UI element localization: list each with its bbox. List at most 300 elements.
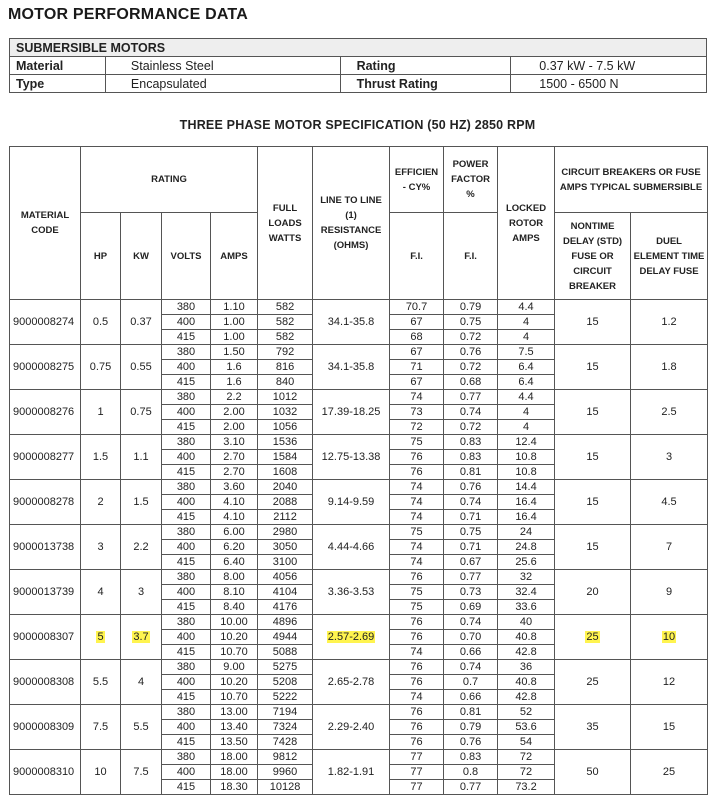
amps-cell: 1.50 (211, 345, 258, 360)
efficiency-cell: 74 (390, 645, 444, 660)
volts-cell: 380 (162, 570, 211, 585)
power-factor-cell: 0.81 (444, 705, 498, 720)
volts-cell: 400 (162, 450, 211, 465)
rating-label: Rating (340, 57, 511, 75)
amps-cell: 13.40 (211, 720, 258, 735)
amps-cell: 13.50 (211, 735, 258, 750)
hp-cell: 2 (81, 480, 121, 525)
volts-cell: 380 (162, 750, 211, 765)
volts-cell: 415 (162, 465, 211, 480)
hp-cell: 7.5 (81, 705, 121, 750)
resistance-cell: 1.82-1.91 (313, 750, 390, 795)
duel-element-cell: 9 (631, 570, 708, 615)
amps-cell: 2.2 (211, 390, 258, 405)
amps-cell: 3.60 (211, 480, 258, 495)
summary-table (9, 38, 707, 93)
efficiency-cell: 75 (390, 435, 444, 450)
efficiency-cell: 72 (390, 420, 444, 435)
efficiency-cell: 75 (390, 585, 444, 600)
power-factor-cell: 0.72 (444, 360, 498, 375)
duel-element-cell (631, 615, 708, 660)
volts-cell: 415 (162, 690, 211, 705)
volts-cell: 415 (162, 645, 211, 660)
watts-cell: 5088 (258, 645, 313, 660)
material-value: Stainless Steel (105, 57, 340, 75)
hp-cell: 0.5 (81, 300, 121, 345)
amps-cell: 10.70 (211, 690, 258, 705)
duel-element-cell: 3 (631, 435, 708, 480)
efficiency-cell: 74 (390, 495, 444, 510)
efficiency-cell: 76 (390, 615, 444, 630)
amps-cell: 2.00 (211, 420, 258, 435)
header-fl-efficiency: F.I. (390, 213, 444, 300)
hp-cell-highlight: 5 (97, 630, 104, 643)
header-rating: RATING (81, 147, 258, 213)
locked-rotor-cell: 52 (498, 705, 555, 720)
amps-cell: 9.00 (211, 660, 258, 675)
hp-cell: 10 (81, 750, 121, 795)
watts-cell: 7324 (258, 720, 313, 735)
efficiency-cell: 71 (390, 360, 444, 375)
locked-rotor-cell: 32.4 (498, 585, 555, 600)
power-factor-cell: 0.74 (444, 495, 498, 510)
volts-cell: 380 (162, 480, 211, 495)
watts-cell: 1536 (258, 435, 313, 450)
locked-rotor-cell: 4.4 (498, 390, 555, 405)
power-factor-cell: 0.72 (444, 330, 498, 345)
locked-rotor-cell: 10.8 (498, 450, 555, 465)
material-code-cell: 9000008277 (10, 435, 81, 480)
efficiency-cell: 75 (390, 600, 444, 615)
power-factor-cell: 0.73 (444, 585, 498, 600)
volts-cell: 415 (162, 780, 211, 795)
amps-cell: 2.70 (211, 450, 258, 465)
power-factor-cell: 0.79 (444, 720, 498, 735)
amps-cell: 10.70 (211, 645, 258, 660)
volts-cell: 380 (162, 390, 211, 405)
kw-cell: 7.5 (121, 750, 162, 795)
resistance-cell: 2.29-2.40 (313, 705, 390, 750)
locked-rotor-cell: 6.4 (498, 360, 555, 375)
amps-cell: 8.00 (211, 570, 258, 585)
nontime-cell: 25 (555, 660, 631, 705)
amps-cell: 2.00 (211, 405, 258, 420)
header-volts: VOLTS (162, 213, 211, 300)
amps-cell: 10.20 (211, 630, 258, 645)
locked-rotor-cell: 40 (498, 615, 555, 630)
material-code-cell: 9000008275 (10, 345, 81, 390)
header-material-code: MATERIAL CODE (10, 147, 81, 300)
spec-title: THREE PHASE MOTOR SPECIFICATION (50 HZ) 2850 RPM (179, 118, 536, 132)
volts-cell: 380 (162, 705, 211, 720)
efficiency-cell: 76 (390, 720, 444, 735)
kw-cell: 3 (121, 570, 162, 615)
thrust-value: 1500 - 6500 N (511, 75, 707, 93)
header-efficiency: EFFICIEN - CY% (390, 147, 444, 213)
efficiency-cell: 76 (390, 675, 444, 690)
table-row (10, 705, 708, 720)
header-fl-power-factor: F.I. (444, 213, 498, 300)
material-label: Material (10, 57, 106, 75)
table-row (10, 345, 708, 360)
power-factor-cell: 0.77 (444, 390, 498, 405)
locked-rotor-cell: 72 (498, 750, 555, 765)
volts-cell: 415 (162, 420, 211, 435)
material-code-cell: 9000008309 (10, 705, 81, 750)
table-row (10, 480, 708, 495)
watts-cell: 7194 (258, 705, 313, 720)
watts-cell: 4056 (258, 570, 313, 585)
efficiency-cell: 70.7 (390, 300, 444, 315)
power-factor-cell: 0.69 (444, 600, 498, 615)
duel-element-cell: 1.2 (631, 300, 708, 345)
efficiency-cell: 68 (390, 330, 444, 345)
watts-cell: 1584 (258, 450, 313, 465)
resistance-cell: 3.36-3.53 (313, 570, 390, 615)
volts-cell: 380 (162, 345, 211, 360)
locked-rotor-cell: 42.8 (498, 645, 555, 660)
locked-rotor-cell: 24.8 (498, 540, 555, 555)
table-row (10, 525, 708, 540)
resistance-cell: 17.39-18.25 (313, 390, 390, 435)
watts-cell: 3050 (258, 540, 313, 555)
efficiency-cell: 74 (390, 510, 444, 525)
watts-cell: 2040 (258, 480, 313, 495)
material-code-cell: 9000008310 (10, 750, 81, 795)
efficiency-cell: 67 (390, 345, 444, 360)
resistance-cell: 12.75-13.38 (313, 435, 390, 480)
hp-cell: 4 (81, 570, 121, 615)
table-row (10, 435, 708, 450)
header-resistance: LINE TO LINE (1) RESISTANCE (OHMS) (313, 147, 390, 300)
locked-rotor-cell: 53.6 (498, 720, 555, 735)
watts-cell: 4896 (258, 615, 313, 630)
kw-cell: 1.5 (121, 480, 162, 525)
kw-cell: 1.1 (121, 435, 162, 480)
rating-value: 0.37 kW - 7.5 kW (511, 57, 707, 75)
power-factor-cell: 0.76 (444, 735, 498, 750)
nontime-cell-highlight: 25 (586, 630, 599, 643)
hp-cell: 0.75 (81, 345, 121, 390)
locked-rotor-cell: 73.2 (498, 780, 555, 795)
table-row (10, 750, 708, 765)
amps-cell: 8.40 (211, 600, 258, 615)
locked-rotor-cell: 4 (498, 420, 555, 435)
duel-element-cell-highlight: 10 (662, 630, 676, 643)
efficiency-cell: 75 (390, 525, 444, 540)
volts-cell: 400 (162, 495, 211, 510)
amps-cell: 10.00 (211, 615, 258, 630)
amps-cell: 1.6 (211, 360, 258, 375)
volts-cell: 415 (162, 735, 211, 750)
watts-cell: 582 (258, 300, 313, 315)
duel-element-cell: 2.5 (631, 390, 708, 435)
efficiency-cell: 76 (390, 465, 444, 480)
locked-rotor-cell: 24 (498, 525, 555, 540)
page-title: MOTOR PERFORMANCE DATA (8, 6, 248, 23)
watts-cell: 1032 (258, 405, 313, 420)
watts-cell: 1056 (258, 420, 313, 435)
power-factor-cell: 0.74 (444, 660, 498, 675)
spec-table (9, 146, 708, 795)
watts-cell: 9960 (258, 765, 313, 780)
efficiency-cell: 74 (390, 540, 444, 555)
volts-cell: 415 (162, 555, 211, 570)
kw-cell-highlight: 3.7 (133, 630, 149, 643)
volts-cell: 380 (162, 615, 211, 630)
volts-cell: 400 (162, 630, 211, 645)
volts-cell: 400 (162, 540, 211, 555)
efficiency-cell: 77 (390, 765, 444, 780)
volts-cell: 380 (162, 525, 211, 540)
resistance-cell-highlight: 2.57-2.69 (327, 630, 375, 643)
material-code-cell: 9000008278 (10, 480, 81, 525)
resistance-cell: 34.1-35.8 (313, 300, 390, 345)
amps-cell: 1.00 (211, 315, 258, 330)
watts-cell: 4176 (258, 600, 313, 615)
volts-cell: 415 (162, 330, 211, 345)
efficiency-cell: 74 (390, 690, 444, 705)
locked-rotor-cell: 4 (498, 330, 555, 345)
hp-cell: 3 (81, 525, 121, 570)
table-row (10, 300, 708, 315)
header-nontime: NONTIME DELAY (STD) FUSE OR CIRCUIT BREAKER (555, 213, 631, 300)
hp-cell: 1 (81, 390, 121, 435)
amps-cell: 6.20 (211, 540, 258, 555)
power-factor-cell: 0.72 (444, 420, 498, 435)
efficiency-cell: 67 (390, 375, 444, 390)
nontime-cell: 15 (555, 480, 631, 525)
locked-rotor-cell: 4 (498, 315, 555, 330)
power-factor-cell: 0.75 (444, 525, 498, 540)
watts-cell: 2088 (258, 495, 313, 510)
watts-cell: 7428 (258, 735, 313, 750)
locked-rotor-cell: 14.4 (498, 480, 555, 495)
hp-cell: 5.5 (81, 660, 121, 705)
amps-cell: 18.30 (211, 780, 258, 795)
kw-cell: 4 (121, 660, 162, 705)
amps-cell: 1.10 (211, 300, 258, 315)
amps-cell: 4.10 (211, 495, 258, 510)
power-factor-cell: 0.83 (444, 750, 498, 765)
table-row (10, 390, 708, 405)
duel-element-cell: 4.5 (631, 480, 708, 525)
amps-cell: 10.20 (211, 675, 258, 690)
power-factor-cell: 0.71 (444, 540, 498, 555)
amps-cell: 1.6 (211, 375, 258, 390)
amps-cell: 8.10 (211, 585, 258, 600)
volts-cell: 400 (162, 585, 211, 600)
kw-cell: 2.2 (121, 525, 162, 570)
locked-rotor-cell: 6.4 (498, 375, 555, 390)
material-code-cell: 9000008308 (10, 660, 81, 705)
watts-cell: 2112 (258, 510, 313, 525)
locked-rotor-cell: 4.4 (498, 300, 555, 315)
amps-cell: 18.00 (211, 750, 258, 765)
watts-cell: 4104 (258, 585, 313, 600)
nontime-cell: 15 (555, 435, 631, 480)
nontime-cell: 35 (555, 705, 631, 750)
locked-rotor-cell: 25.6 (498, 555, 555, 570)
amps-cell: 4.10 (211, 510, 258, 525)
efficiency-cell: 73 (390, 405, 444, 420)
duel-element-cell: 25 (631, 750, 708, 795)
kw-cell: 0.37 (121, 300, 162, 345)
power-factor-cell: 0.74 (444, 615, 498, 630)
power-factor-cell: 0.77 (444, 570, 498, 585)
power-factor-cell: 0.75 (444, 315, 498, 330)
locked-rotor-cell: 54 (498, 735, 555, 750)
hp-cell: 1.5 (81, 435, 121, 480)
locked-rotor-cell: 33.6 (498, 600, 555, 615)
table-row (10, 570, 708, 585)
watts-cell: 816 (258, 360, 313, 375)
resistance-cell: 4.44-4.66 (313, 525, 390, 570)
watts-cell: 5208 (258, 675, 313, 690)
nontime-cell: 20 (555, 570, 631, 615)
watts-cell: 582 (258, 315, 313, 330)
locked-rotor-cell: 12.4 (498, 435, 555, 450)
duel-element-cell: 7 (631, 525, 708, 570)
locked-rotor-cell: 10.8 (498, 465, 555, 480)
volts-cell: 400 (162, 315, 211, 330)
header-circuit-breakers: CIRCUIT BREAKERS OR FUSE AMPS TYPICAL SUBMERSIBLE (555, 147, 708, 213)
kw-cell: 5.5 (121, 705, 162, 750)
resistance-cell: 9.14-9.59 (313, 480, 390, 525)
nontime-cell: 15 (555, 525, 631, 570)
volts-cell: 415 (162, 600, 211, 615)
efficiency-cell: 76 (390, 570, 444, 585)
resistance-cell (313, 615, 390, 660)
volts-cell: 400 (162, 765, 211, 780)
watts-cell: 582 (258, 330, 313, 345)
summary-heading: SUBMERSIBLE MOTORS (10, 39, 707, 57)
nontime-cell (555, 615, 631, 660)
material-code-cell: 9000008307 (10, 615, 81, 660)
hp-cell (81, 615, 121, 660)
efficiency-cell: 77 (390, 780, 444, 795)
volts-cell: 400 (162, 360, 211, 375)
efficiency-cell: 76 (390, 450, 444, 465)
amps-cell: 2.70 (211, 465, 258, 480)
efficiency-cell: 76 (390, 735, 444, 750)
power-factor-cell: 0.8 (444, 765, 498, 780)
power-factor-cell: 0.71 (444, 510, 498, 525)
efficiency-cell: 76 (390, 705, 444, 720)
volts-cell: 380 (162, 300, 211, 315)
material-code-cell: 9000013739 (10, 570, 81, 615)
duel-element-cell: 1.8 (631, 345, 708, 390)
power-factor-cell: 0.74 (444, 405, 498, 420)
header-amps: AMPS (211, 213, 258, 300)
header-kw: KW (121, 213, 162, 300)
power-factor-cell: 0.66 (444, 645, 498, 660)
thrust-label: Thrust Rating (340, 75, 511, 93)
table-row (10, 615, 708, 630)
locked-rotor-cell: 16.4 (498, 495, 555, 510)
power-factor-cell: 0.79 (444, 300, 498, 315)
type-label: Type (10, 75, 106, 93)
power-factor-cell: 0.76 (444, 345, 498, 360)
efficiency-cell: 76 (390, 660, 444, 675)
amps-cell: 18.00 (211, 765, 258, 780)
table-row (10, 660, 708, 675)
locked-rotor-cell: 4 (498, 405, 555, 420)
volts-cell: 400 (162, 405, 211, 420)
volts-cell: 415 (162, 510, 211, 525)
locked-rotor-cell: 42.8 (498, 690, 555, 705)
type-value: Encapsulated (105, 75, 340, 93)
header-full-loads-watts: FULL LOADS WATTS (258, 147, 313, 300)
watts-cell: 1012 (258, 390, 313, 405)
header-duel-element: DUEL ELEMENT TIME DELAY FUSE (631, 213, 708, 300)
locked-rotor-cell: 16.4 (498, 510, 555, 525)
material-code-cell: 9000008276 (10, 390, 81, 435)
watts-cell: 4944 (258, 630, 313, 645)
power-factor-cell: 0.83 (444, 435, 498, 450)
watts-cell: 840 (258, 375, 313, 390)
amps-cell: 6.00 (211, 525, 258, 540)
watts-cell: 9812 (258, 750, 313, 765)
power-factor-cell: 0.7 (444, 675, 498, 690)
volts-cell: 380 (162, 660, 211, 675)
nontime-cell: 15 (555, 390, 631, 435)
locked-rotor-cell: 7.5 (498, 345, 555, 360)
locked-rotor-cell: 32 (498, 570, 555, 585)
power-factor-cell: 0.76 (444, 480, 498, 495)
locked-rotor-cell: 72 (498, 765, 555, 780)
watts-cell: 10128 (258, 780, 313, 795)
resistance-cell: 34.1-35.8 (313, 345, 390, 390)
amps-cell: 3.10 (211, 435, 258, 450)
efficiency-cell: 77 (390, 750, 444, 765)
header-power-factor: POWER FACTOR % (444, 147, 498, 213)
watts-cell: 5275 (258, 660, 313, 675)
power-factor-cell: 0.83 (444, 450, 498, 465)
duel-element-cell: 15 (631, 705, 708, 750)
power-factor-cell: 0.68 (444, 375, 498, 390)
power-factor-cell: 0.81 (444, 465, 498, 480)
efficiency-cell: 74 (390, 480, 444, 495)
kw-cell (121, 615, 162, 660)
material-code-cell: 9000013738 (10, 525, 81, 570)
volts-cell: 400 (162, 720, 211, 735)
nontime-cell: 15 (555, 345, 631, 390)
efficiency-cell: 74 (390, 390, 444, 405)
power-factor-cell: 0.77 (444, 780, 498, 795)
resistance-cell: 2.65-2.78 (313, 660, 390, 705)
kw-cell: 0.75 (121, 390, 162, 435)
watts-cell: 2980 (258, 525, 313, 540)
volts-cell: 380 (162, 435, 211, 450)
efficiency-cell: 76 (390, 630, 444, 645)
power-factor-cell: 0.70 (444, 630, 498, 645)
nontime-cell: 15 (555, 300, 631, 345)
power-factor-cell: 0.67 (444, 555, 498, 570)
watts-cell: 5222 (258, 690, 313, 705)
efficiency-cell: 74 (390, 555, 444, 570)
locked-rotor-cell: 36 (498, 660, 555, 675)
locked-rotor-cell: 40.8 (498, 675, 555, 690)
watts-cell: 792 (258, 345, 313, 360)
watts-cell: 3100 (258, 555, 313, 570)
duel-element-cell: 12 (631, 660, 708, 705)
header-locked-rotor: LOCKED ROTOR AMPS (498, 147, 555, 300)
nontime-cell: 50 (555, 750, 631, 795)
power-factor-cell: 0.66 (444, 690, 498, 705)
amps-cell: 6.40 (211, 555, 258, 570)
volts-cell: 415 (162, 375, 211, 390)
